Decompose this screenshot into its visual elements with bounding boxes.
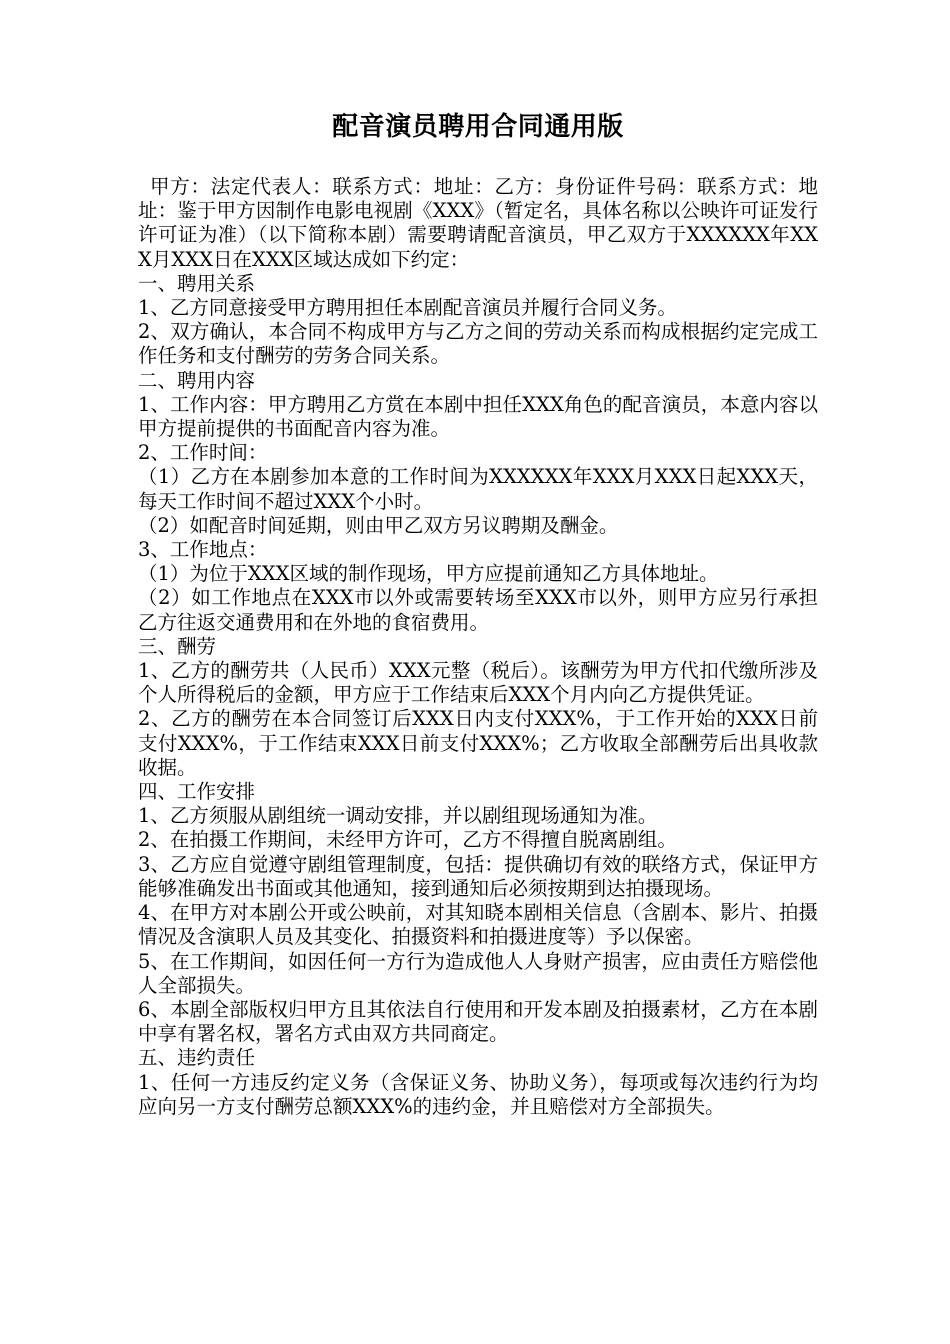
section-heading-3: 三、酬劳 xyxy=(138,634,217,658)
clause-2-3-1: （1）为位于XXX区域的制作现场，甲方应提前通知乙方具体地址。 xyxy=(138,562,719,586)
clause-4-1: 1、乙方须服从剧组统一调动安排，并以剧组现场通知为准。 xyxy=(138,804,658,828)
clause-2-1: 1、工作内容：甲方聘用乙方赏在本剧中担任XXX角色的配音演员，本意内容以甲方提前提供的书面配音内容为准。 xyxy=(138,392,818,441)
clause-1-2: 2、双方确认，本合同不构成甲方与乙方之间的劳动关系而构成根据约定完成工作任务和支付酬劳的劳务合同关系。 xyxy=(138,320,818,368)
document-body xyxy=(138,175,818,1119)
clause-2-2: 2、工作时间： xyxy=(138,441,268,465)
clause-3-2: 2、乙方的酬劳在本合同签订后XXX日内支付XXX%，于工作开始的XXX日前支付XXX%，于工作结束XXX日前支付XXX%；乙方收取全部酬劳后出具收款收据。 xyxy=(138,707,818,779)
section-heading-1: 一、聘用关系 xyxy=(138,271,256,295)
clause-4-5: 5、在工作期间，如因任何一方行为造成他人人身财产损害，应由责任方赔偿他人全部损失。 xyxy=(138,949,818,997)
clause-4-2: 2、在拍摄工作期间，未经甲方许可，乙方不得擅自脱离剧组。 xyxy=(138,828,677,852)
clause-2-3-2: （2）如工作地点在XXX市以外或需要转场至XXX市以外，则甲方应另行承担乙方往返交通费用和在外地的食宿费用。 xyxy=(138,586,818,634)
section-heading-2: 二、聘用内容 xyxy=(138,368,256,392)
clause-4-4: 4、在甲方对本剧公开或公映前，对其知晓本剧相关信息（含剧本、影片、拍摄情况及含演职人员及其变化、拍摄资料和拍摄进度等）予以保密。 xyxy=(138,901,818,949)
clause-2-2-1: （1）乙方在本剧参加本意的工作时间为XXXXXX年XXX月XXX日起XXX天，每天工作时间不超过XXX个小时。 xyxy=(138,465,818,513)
clause-4-6: 6、本剧全部版权归甲方且其依法自行使用和开发本剧及拍摄素材，乙方在本剧中享有署名权，署名方式由双方共同商定。 xyxy=(138,997,818,1046)
clause-4-3: 3、乙方应自觉遵守剧组管理制度，包括：提供确切有效的联络方式，保证甲方能够准确发出书面或其他通知，接到通知后必须按期到达拍摄现场。 xyxy=(138,852,818,900)
paragraph-preamble: 甲方：法定代表人：联系方式：地址：乙方：身份证件号码：联系方式：地址：鉴于甲方因制作电影电视剧《XXX》（暂定名，具体名称以公映许可证发行许可证为准）（以下简称本剧）需要聘请配音演员，甲乙双方于XXXXXX年XXX月XXX日在XXX区域达成如下约定： xyxy=(138,175,818,271)
section-heading-5: 五、违约责任 xyxy=(138,1046,256,1070)
clause-1-1: 1、乙方同意接受甲方聘用担任本剧配音演员并履行合同义务。 xyxy=(138,296,677,320)
clause-5-1: 1、任何一方违反约定义务（含保证义务、协助义务），每项或每次违约行为均应向另一方支付酬劳总额XXX%的违约金，并且赔偿对方全部损失。 xyxy=(138,1070,818,1118)
section-heading-4: 四、工作安排 xyxy=(138,780,256,804)
document-title: 配音演员聘用合同通用版 xyxy=(332,112,624,142)
clause-2-2-2: （2）如配音时间延期，则由甲乙双方另议聘期及酬金。 xyxy=(138,513,619,537)
clause-3-1: 1、乙方的酬劳共（人民币）XXX元整（税后）。该酬劳为甲方代扣代缴所涉及个人所得税后的金额，甲方应于工作结束后XXX个月内向乙方提供凭证。 xyxy=(138,659,818,707)
clause-2-3: 3、工作地点： xyxy=(138,538,268,562)
